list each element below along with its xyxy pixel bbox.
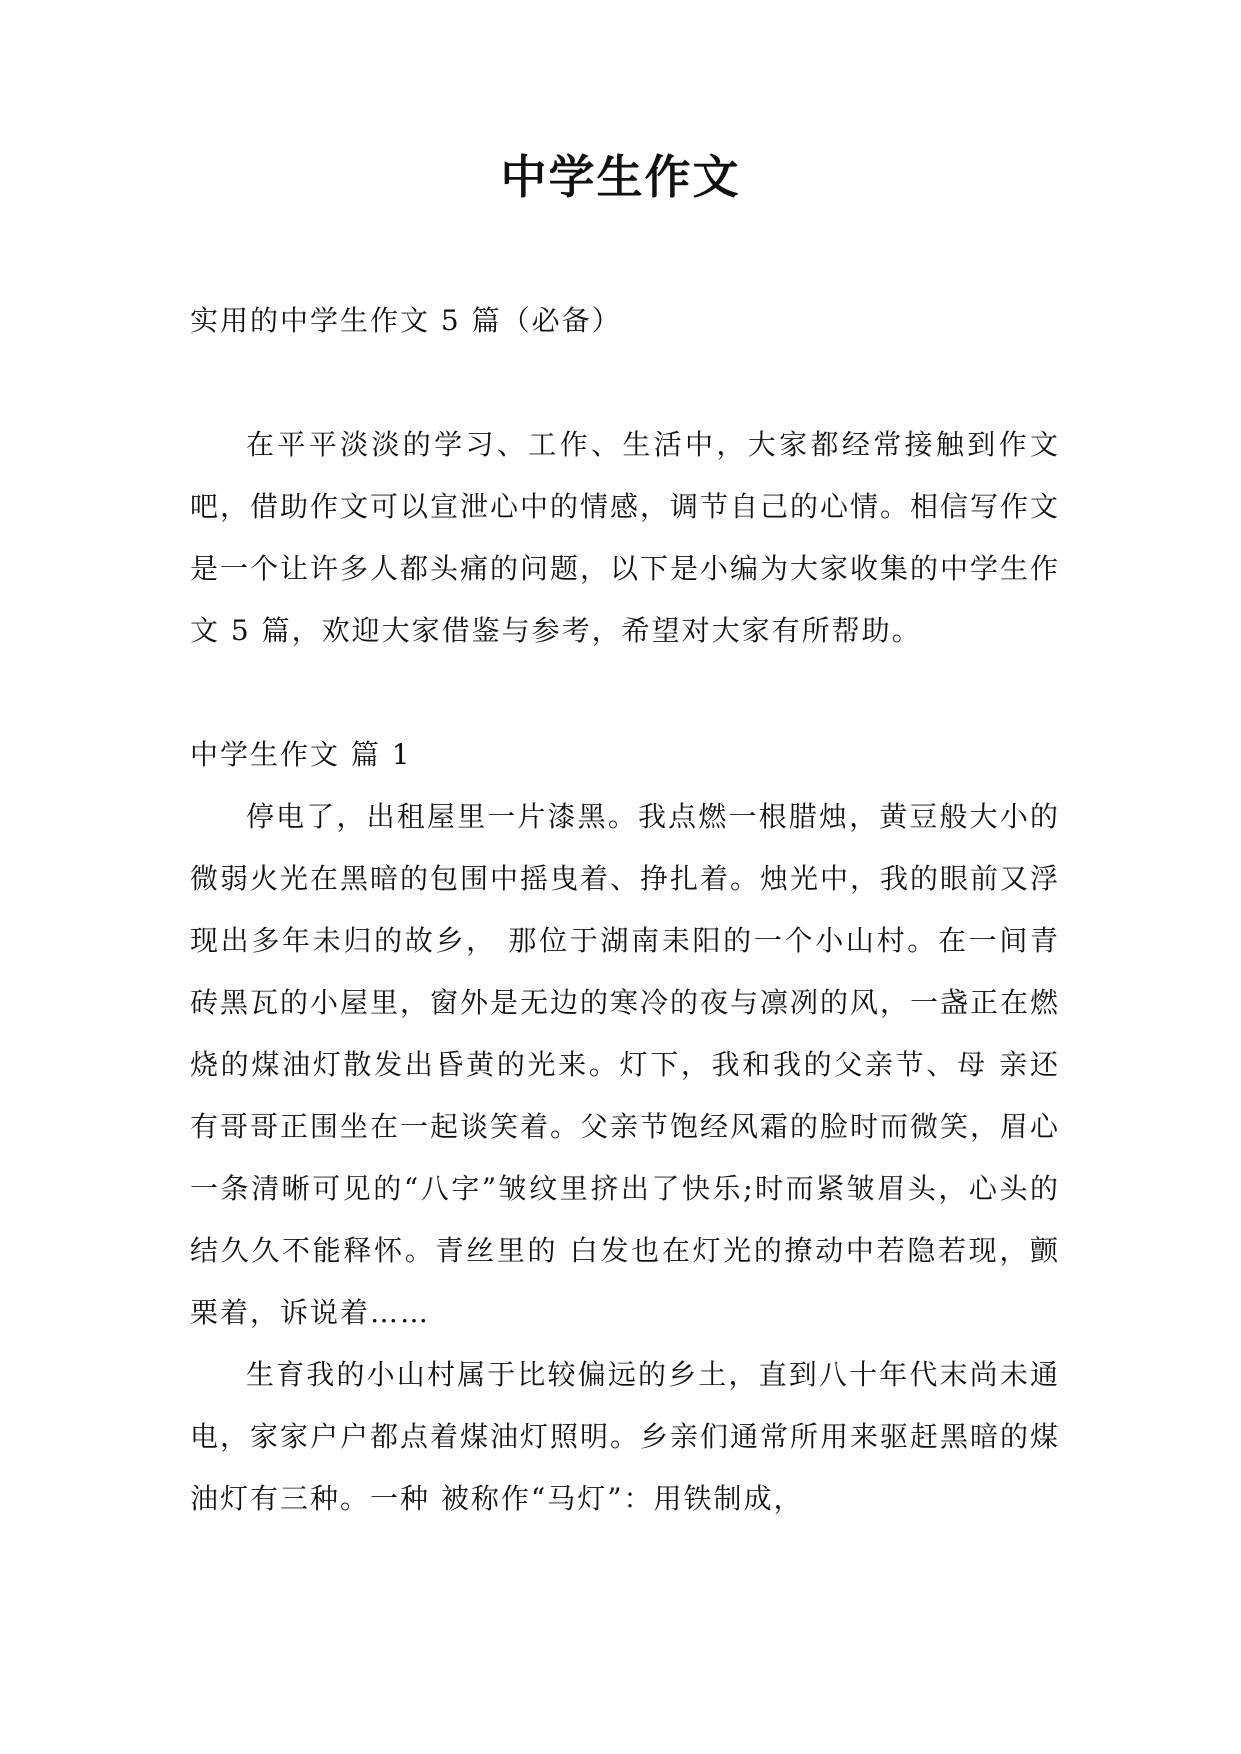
- document-body: [190, 290, 1060, 1530]
- body-paragraph-2: 生育我的小山村属于比较偏远的乡土，直到八十年代末尚未通电，家家户户都点着煤油灯照明。乡亲们通常所用来驱赶黑暗的煤油灯有三种。一种 被称作“马灯”：用铁制成，: [190, 1358, 1061, 1515]
- body-paragraph-1: 停电了，出租屋里一片漆黑。我点燃一根腊烛，黄豆般大小的微弱火光在黑暗的包围中摇曳着、挣扎着。烛光中，我的眼前又浮现出多年未归的故乡， 那位于湖南耒阳的一个小山村。在一间青砖黑瓦的小屋里，窗外是无边的寒冷的夜与凛冽的风，一盏正在燃烧的煤油灯散发出昏黄的光来。灯下，我和我的父亲节、母 亲还有哥哥正围坐在一起谈笑着。父亲节饱经风霜的脸时而微笑，眉心一条清晰可见的“八字”皱纹里挤出了快乐;时而紧皱眉头，心头的结久久不能释怀。青丝里的 白发也在灯光的撩动中若隐若现，颤栗着，诉说着……: [190, 800, 1061, 1329]
- section-heading: 中学生作文 篇 1: [190, 738, 412, 771]
- document-subtitle: 实用的中学生作文 5 篇（必备）: [190, 304, 622, 337]
- document-title: 中学生作文: [500, 150, 741, 204]
- intro-paragraph: 在平平淡淡的学习、工作、生活中，大家都经常接触到作文吧，借助作文可以宣泄心中的情感，调节自己的心情。相信写作文是一个让许多人都头痛的问题，以下是小编为大家收集的中学生作文 5 篇，欢迎大家借鉴与参考，希望对大家有所帮助。: [190, 428, 1061, 647]
